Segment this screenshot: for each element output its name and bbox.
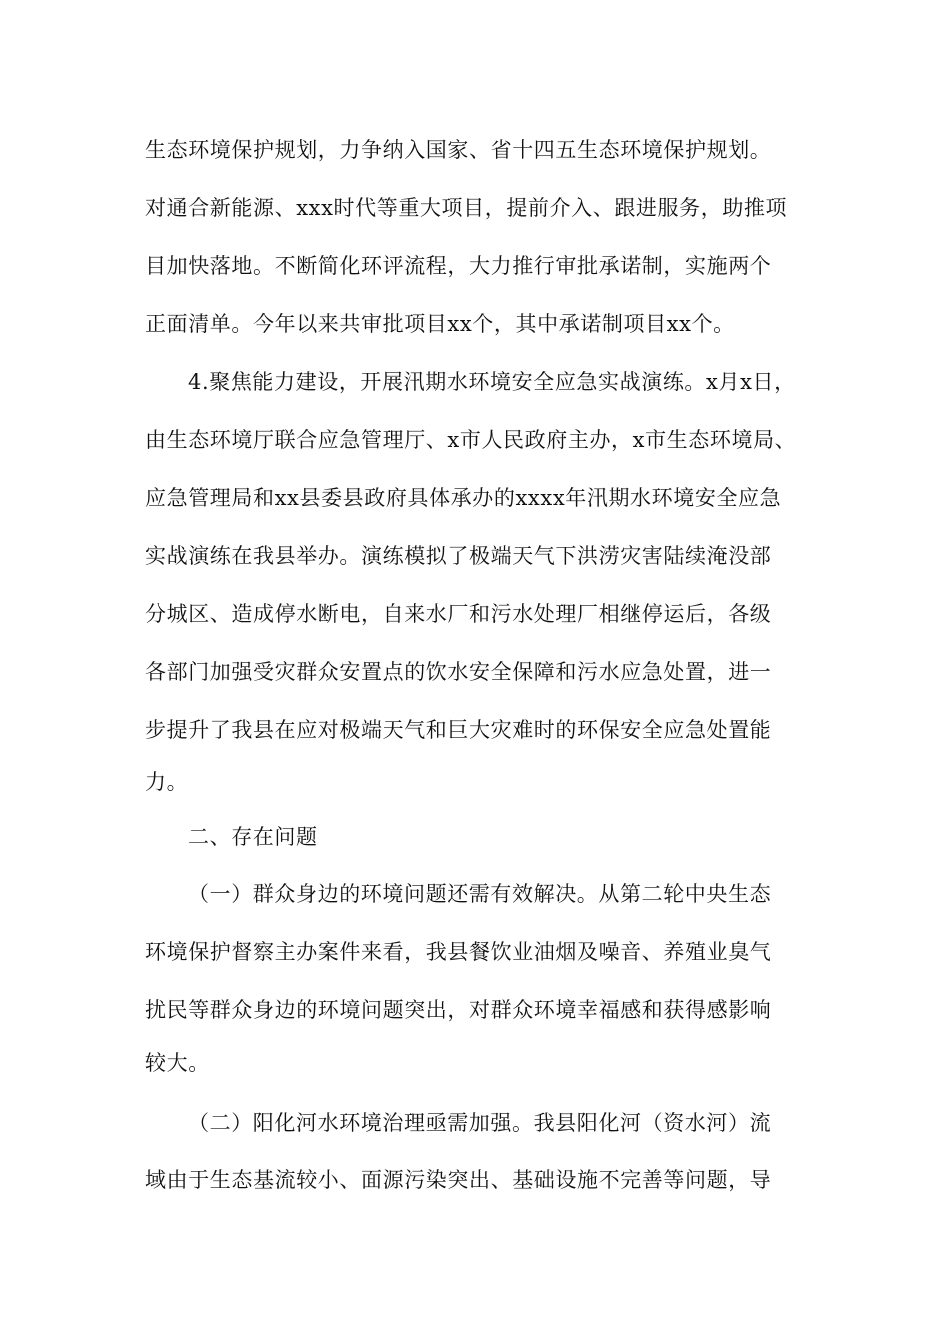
text-line-17: 较大。 (145, 1051, 210, 1075)
text-line-19: 域由于生态基流较小、面源污染突出、基础设施不完善等问题，导 (145, 1168, 772, 1192)
text-line-9: 分城区、造成停水断电，自来水厂和污水处理厂相继停运后，各级 (145, 602, 772, 626)
text-line-15: 环境保护督察主办案件来看，我县餐饮业油烟及噪音、养殖业臭气 (145, 940, 772, 964)
section-heading-4: 4.聚焦能力建设，开展汛期水环境安全应急实战演练。x月x日， (188, 370, 796, 394)
text-line-2: 对通合新能源、xxx时代等重大项目，提前介入、跟进服务，助推项 (145, 196, 788, 220)
text-line-1: 生态环境保护规划，力争纳入国家、省十四五生态环境保护规划。 (145, 138, 772, 162)
text-line-10: 各部门加强受灾群众安置点的饮水安全保障和污水应急处置，进一 (145, 660, 772, 684)
section-heading-2: 二、存在问题 (188, 825, 318, 849)
text-line-11: 步提升了我县在应对极端天气和巨大灾难时的环保安全应急处置能 (145, 718, 772, 742)
text-line-7: 应急管理局和xx县委县政府具体承办的xxxx年汛期水环境安全应急 (145, 486, 782, 510)
text-line-6: 由生态环境厅联合应急管理厅、x市人民政府主办，x市生态环境局、 (145, 428, 797, 452)
text-line-16: 扰民等群众身边的环境问题突出，对群众环境幸福感和获得感影响 (145, 998, 772, 1022)
text-line-4: 正面清单。今年以来共审批项目xx个，其中承诺制项目xx个。 (145, 312, 735, 336)
text-line-3: 目加快落地。不断简化环评流程，大力推行审批承诺制，实施两个 (145, 254, 772, 278)
text-line-18: （二）阳化河水环境治理亟需加强。我县阳化河（资水河）流 (188, 1111, 772, 1135)
text-line-14: （一）群众身边的环境问题还需有效解决。从第二轮中央生态 (188, 882, 772, 906)
text-line-8: 实战演练在我县举办。演练模拟了极端天气下洪涝灾害陆续淹没部 (145, 544, 772, 568)
text-line-12: 力。 (145, 770, 189, 794)
